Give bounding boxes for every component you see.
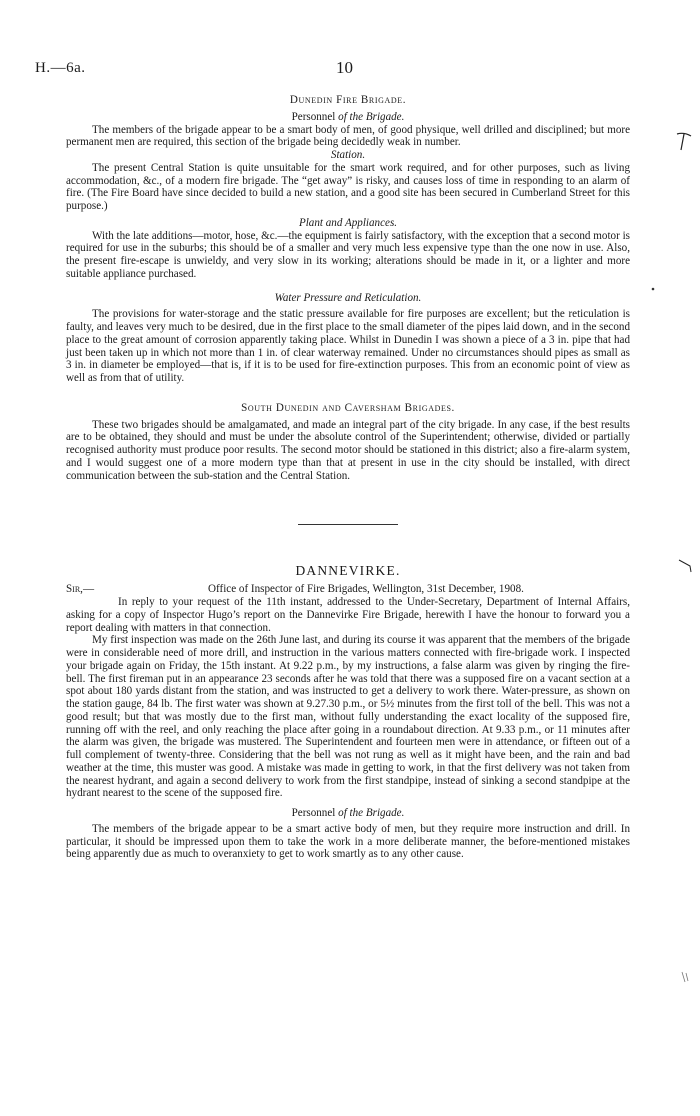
letter-heading-row (66, 583, 630, 596)
water-heading: Water Pressure and Reticulation. (274, 291, 422, 304)
plant-heading: Plant and Appliances. (298, 216, 398, 229)
dannevirke-personnel-heading (66, 807, 630, 820)
page-number: 10 (336, 58, 353, 77)
office-dateline: Office of Inspector of Fire Brigades, Wellington, 31st December, 1908. (208, 583, 524, 595)
water-paragraph: The provisions for water-storage and the static pressure available for fire purposes are excellent; but the reticulation is faulty, and leaves very much to be desired, due in the first place to the small diameter of the pipes laid down, and in the second place to the great amount of corrosion apparently taking place. Whilst in Dunedin I was shown a piece of a 3 in. pipe that had just been taken up in which not more than 1 in. of clear waterway remained. Under no circumstances should pipes as small as 3 in. in diameter be employed—that is, if it is to be used for fire-extinction purposes. This from an economic point of view as well as from that of utility. (66, 308, 630, 384)
dannevirke-paragraph-2: My first inspection was made on the 26th June last, and during its course it was apparent that the members of the brigade were in considerable need of more drill, and instruction in the various matters connected with fire-brigade work. I inspected your brigade again on Friday, the 15th instant. At 9.22 p.m., by my instructions, a false alarm was given by ringing the fire-bell. The first fireman put in an appearance 23 seconds after he was told that there was a supposed fire on a vacant section at a spot about 180 yards distant from the station, and was instructed to get a delivery to work there. Water-pressure, as shown on the station gauge, 84 lb. The first water was shown at 9.27.30 p.m., or 5½ minutes from the first toll of the bell. This was not a good result; but that was mostly due to the first man, without fully understanding the exact locality of the supposed fire, running off with the reel, and only reaching the place after going in a roundabout direction. At 9.33 p.m., or 11 minutes after the alarm was given, the brigade was mustered. The Superintendent and fourteen men were in attendance, or fifteen out of a full complement of twenty-three. Considering that the bell was not rung as well as it might have been, and the rain and bad weather at the time, this muster was good. A mistake was made in getting to work, in that the first delivery was not taken from the nearest hydrant, and again a second delivery to work from the first standpipe, instead of sinking a second standpipe at the hydrant nearest to the scene of the supposed fire. (66, 634, 630, 800)
dunedin-personnel-heading (66, 111, 630, 124)
margin-speck-mark (650, 286, 656, 292)
plant-paragraph: With the late additions—motor, hose, &c.—the equipment is fairly satisfactory, with the exception that a second motor is required for use in the suburbs; this should be of a smaller and very much less expensive type than the one now in use. Also, the present fire-escape is unwieldy, and very slow in its working; alterations should be made in it, or a lighter and more suitable appliance purchased. (66, 229, 630, 280)
station-paragraph: The present Central Station is quite unsuitable for the smart work required, and for other purposes, such as living accommodation, &c., of a modern fire brigade. The “get away” is risky, and causes loss of time in responding to an alarm of fire. (The Fire Board have since decided to build a new station, and a good site has been secured in Cumberland Street for this purpose.) (66, 161, 630, 212)
heading-plain-part: Personnel (291, 110, 339, 123)
dunedin-personnel-paragraph: The members of the brigade appear to be a smart body of men, of good physique, well drilled and disciplined; but more permanent men are required, this section of the brigade being decidedly weak in number. (66, 123, 630, 149)
page-body (66, 94, 630, 861)
margin-caret-mark (678, 558, 692, 574)
south-dunedin-paragraph: These two brigades should be amalgamated, and made an integral part of the city brigade. In any case, if the best results are to be obtained, they should and must be under the absolute control of the Superintendent; otherwise, divided or partially recognised authority must produce poor results. The second motor should be stationed in this district; also a fire-alarm system, and I would suggest one of a more modern type than that at present in use in the city should be installed, with direct communication between the sub-station and the Central Station. (66, 418, 630, 482)
heading-plain-part: Personnel (291, 807, 339, 819)
dannevirke-title: DANNEVIRKE. (295, 563, 401, 579)
margin-dots-mark (680, 970, 690, 984)
dannevirke-personnel-paragraph: The members of the brigade appear to be a smart active body of men, but they require more instruction and drill. In particular, it should be impressed upon them to take the work in a more deliberate manner, the before-mentioned mistakes being apparently due as much to overanxiety to get to work smartly as to any other cause. (66, 822, 630, 861)
heading-italic-part: of the Brigade. (338, 807, 405, 819)
margin-bracket-mark (676, 130, 692, 152)
dunedin-title: Dunedin Fire Brigade. (289, 94, 407, 106)
station-heading: Station. (330, 149, 366, 161)
heading-italic-part: of the Brigade. (338, 110, 405, 123)
salutation: Sir,— (66, 583, 95, 595)
document-reference: H.—6a. (35, 60, 86, 76)
dannevirke-paragraph-1: In reply to your request of the 11th instant, addressed to the Under-Secretary, Department of Internal Affairs, asking for a copy of Inspector Hugo’s report on the Dannevirke Fire Brigade, herewith I have the honour to forward you a report dealing with matters in that connection. (66, 596, 630, 634)
south-dunedin-title: South Dunedin and Caversham Brigades. (241, 401, 455, 414)
